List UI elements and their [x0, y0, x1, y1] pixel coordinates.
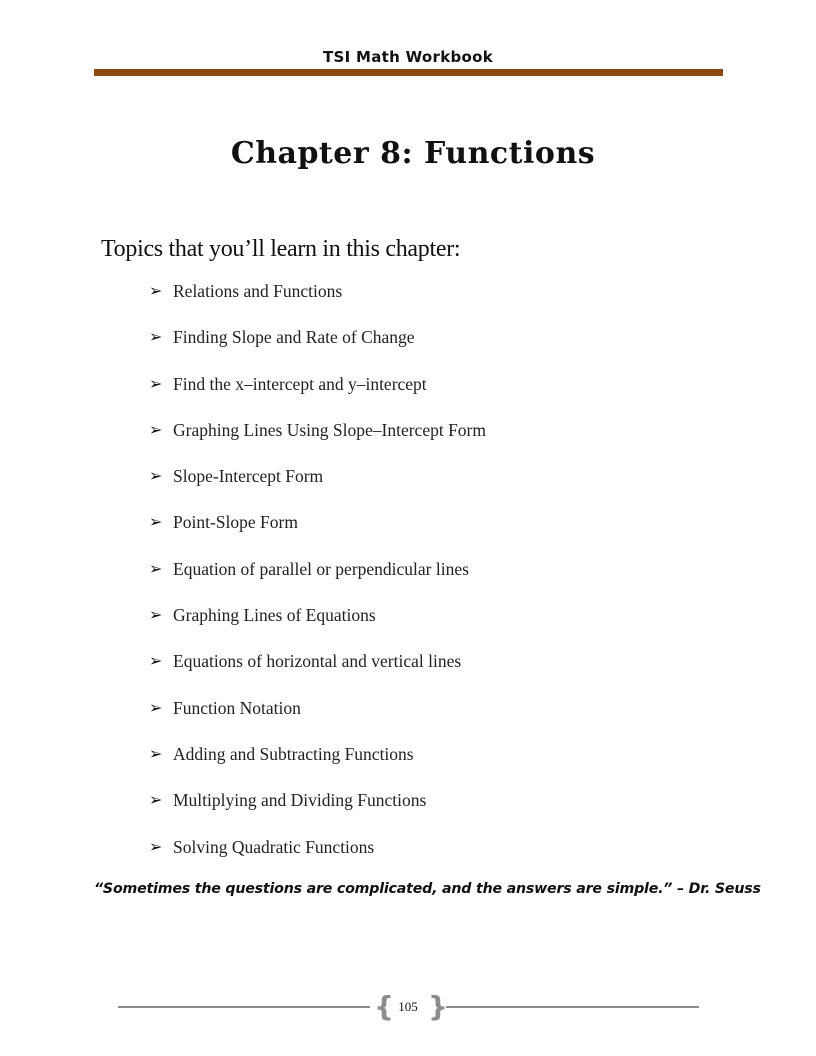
topic-label: Solving Quadratic Functions	[173, 836, 375, 857]
list-item	[149, 837, 486, 883]
topic-label: Equation of parallel or perpendicular lines	[173, 558, 469, 579]
topic-label: Relations and Functions	[173, 281, 343, 301]
list-item	[149, 790, 486, 836]
list-item	[149, 698, 486, 744]
arrowhead-bullet-icon: ➢	[149, 283, 163, 300]
arrowhead-bullet-icon: ➢	[149, 375, 163, 393]
footer-rule-right	[446, 1006, 699, 1008]
header-rule	[94, 69, 723, 76]
arrowhead-bullet-icon: ➢	[149, 421, 163, 439]
topic-label: Equations of horizontal and vertical lines	[173, 651, 462, 672]
arrowhead-bullet-icon: ➢	[149, 653, 163, 671]
chapter-title: Chapter 8: Functions	[230, 136, 596, 171]
topic-label: Find the x–intercept and y–intercept	[173, 373, 427, 394]
running-header: TSI Math Workbook	[322, 48, 494, 66]
list-item	[149, 559, 486, 605]
chapter-quote: “Sometimes the questions are complicated, and the answers are simple.” – Dr. Seuss	[94, 881, 761, 897]
arrowhead-bullet-icon: ➢	[149, 838, 163, 856]
left-brace-icon: {	[374, 990, 394, 1023]
arrowhead-bullet-icon: ➢	[149, 745, 163, 763]
list-item	[149, 281, 486, 327]
topic-label: Multiplying and Dividing Functions	[173, 790, 427, 811]
topic-label: Point-Slope Form	[173, 512, 298, 533]
page-number: 105	[398, 999, 418, 1014]
list-item	[149, 605, 486, 651]
arrowhead-bullet-icon: ➢	[149, 699, 163, 717]
arrowhead-bullet-icon: ➢	[149, 514, 163, 532]
list-item	[149, 420, 486, 466]
topic-label: Finding Slope and Rate of Change	[173, 327, 415, 348]
list-item	[149, 744, 486, 790]
topic-list	[149, 281, 486, 883]
topic-label: Function Notation	[173, 697, 301, 718]
arrowhead-bullet-icon: ➢	[149, 560, 163, 578]
list-item	[149, 466, 486, 512]
arrowhead-bullet-icon: ➢	[149, 468, 163, 486]
list-item	[149, 512, 486, 558]
topic-label: Adding and Subtracting Functions	[173, 743, 414, 764]
list-item	[149, 651, 486, 697]
list-item	[149, 374, 486, 420]
right-brace-icon: }	[428, 990, 448, 1023]
topic-label: Graphing Lines Using Slope–Intercept Form	[173, 419, 487, 440]
topic-label: Slope-Intercept Form	[173, 466, 324, 487]
footer-rule-left	[118, 1006, 370, 1008]
list-item	[149, 327, 486, 373]
topics-heading: Topics that you’ll learn in this chapter:	[101, 236, 461, 262]
topic-label: Graphing Lines of Equations	[173, 605, 376, 626]
arrowhead-bullet-icon: ➢	[149, 792, 163, 810]
arrowhead-bullet-icon: ➢	[149, 329, 163, 347]
arrowhead-bullet-icon: ➢	[149, 607, 163, 625]
